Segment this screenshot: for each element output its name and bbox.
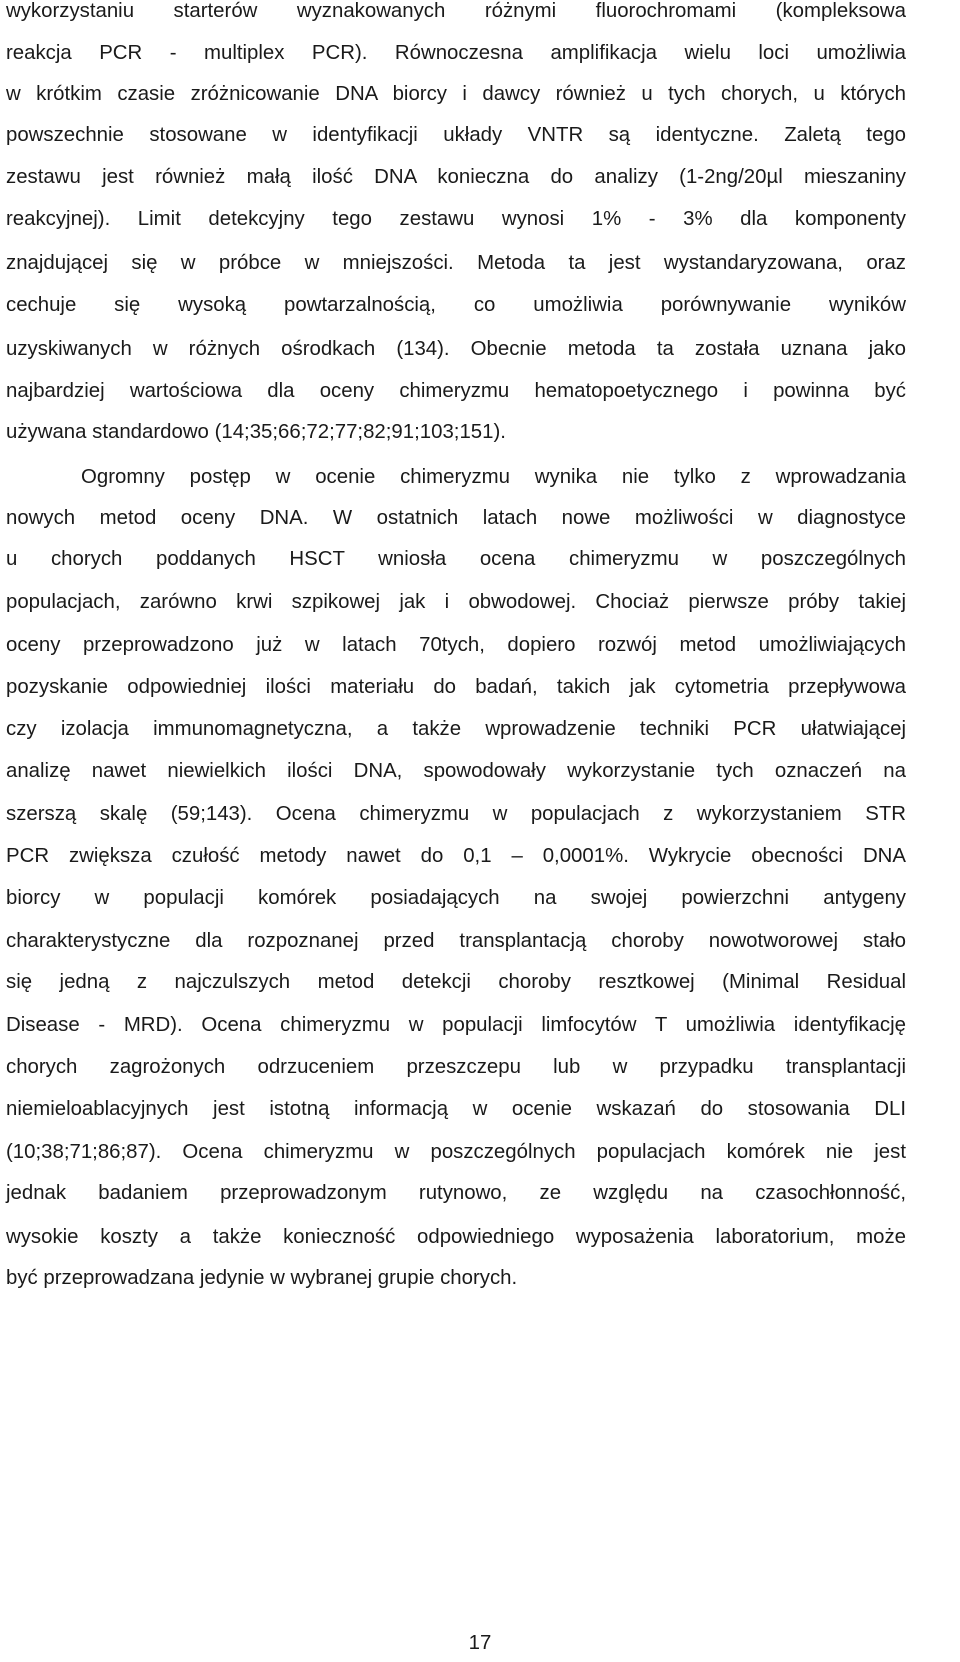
text-line: Ogromny postęp w ocenie chimeryzmu wynika nie tylko z wprowadzania [81,466,906,488]
text-line: używana standardowo (14;35;66;72;77;82;91;103;151). [6,421,506,443]
text-line: niemieloablacyjnych jest istotną informacją w ocenie wskazań do stosowania DLI [6,1098,906,1120]
text-line: wysokie koszty a także konieczność odpowiedniego wyposażenia laboratorium, może [6,1226,906,1248]
text-line: analizę nawet niewielkich ilości DNA, spowodowały wykorzystanie tych oznaczeń na [6,760,906,782]
text-line: nowych metod oceny DNA. W ostatnich latach nowe możliwości w diagnostyce [6,507,906,529]
text-line: reakcyjnej). Limit detekcyjny tego zestawu wynosi 1% - 3% dla komponenty [6,208,906,230]
text-line: uzyskiwanych w różnych ośrodkach (134). Obecnie metoda ta została uznana jako [6,338,906,360]
text-line: w krótkim czasie zróżnicowanie DNA biorcy i dawcy również u tych chorych, u których [6,83,906,105]
text-line: Disease - MRD). Ocena chimeryzmu w populacji limfocytów T umożliwia identyfikację [6,1014,906,1036]
text-line: u chorych poddanych HSCT wniosła ocena chimeryzmu w poszczególnych [6,548,906,570]
text-line: szerszą skalę (59;143). Ocena chimeryzmu w populacjach z wykorzystaniem STR [6,803,906,825]
text-line: wykorzystaniu starterów wyznakowanych różnymi fluorochromami (kompleksowa [6,0,906,22]
text-line: reakcja PCR - multiplex PCR). Równoczesna amplifikacja wielu loci umożliwia [6,42,906,64]
page-number: 17 [468,1632,492,1654]
text-line: PCR zwiększa czułość metody nawet do 0,1 – 0,0001%. Wykrycie obecności DNA [6,845,906,867]
text-line: pozyskanie odpowiedniej ilości materiału do badań, takich jak cytometria przepływowa [6,676,906,698]
text-line: być przeprowadzana jedynie w wybranej grupie chorych. [6,1267,518,1289]
text-line: biorcy w populacji komórek posiadających na swojej powierzchni antygeny [6,887,906,909]
text-line: jednak badaniem przeprowadzonym rutynowo, ze względu na czasochłonność, [6,1182,906,1204]
text-line: powszechnie stosowane w identyfikacji układy VNTR są identyczne. Zaletą tego [6,124,906,146]
text-line: cechuje się wysoką powtarzalnością, co umożliwia porównywanie wyników [6,294,906,316]
text-line: czy izolacja immunomagnetyczna, a także wprowadzenie techniki PCR ułatwiającej [6,718,906,740]
text-line: zestawu jest również małą ilość DNA konieczna do analizy (1-2ng/20µl mieszaniny [6,166,906,188]
text-line: (10;38;71;86;87). Ocena chimeryzmu w poszczególnych populacjach komórek nie jest [6,1141,906,1163]
text-line: chorych zagrożonych odrzuceniem przeszczepu lub w przypadku transplantacji [6,1056,906,1078]
text-line: się jedną z najczulszych metod detekcji choroby resztkowej (Minimal Residual [6,971,906,993]
text-line: charakterystyczne dla rozpoznanej przed transplantacją choroby nowotworowej stało [6,930,906,952]
text-line: oceny przeprowadzono już w latach 70tych, dopiero rozwój metod umożliwiających [6,634,906,656]
text-line: znajdującej się w próbce w mniejszości. Metoda ta jest wystandaryzowana, oraz [6,252,906,274]
text-line: najbardziej wartościowa dla oceny chimeryzmu hematopoetycznego i powinna być [6,380,906,402]
text-line: populacjach, zarówno krwi szpikowej jak i obwodowej. Chociaż pierwsze próby takiej [6,591,906,613]
